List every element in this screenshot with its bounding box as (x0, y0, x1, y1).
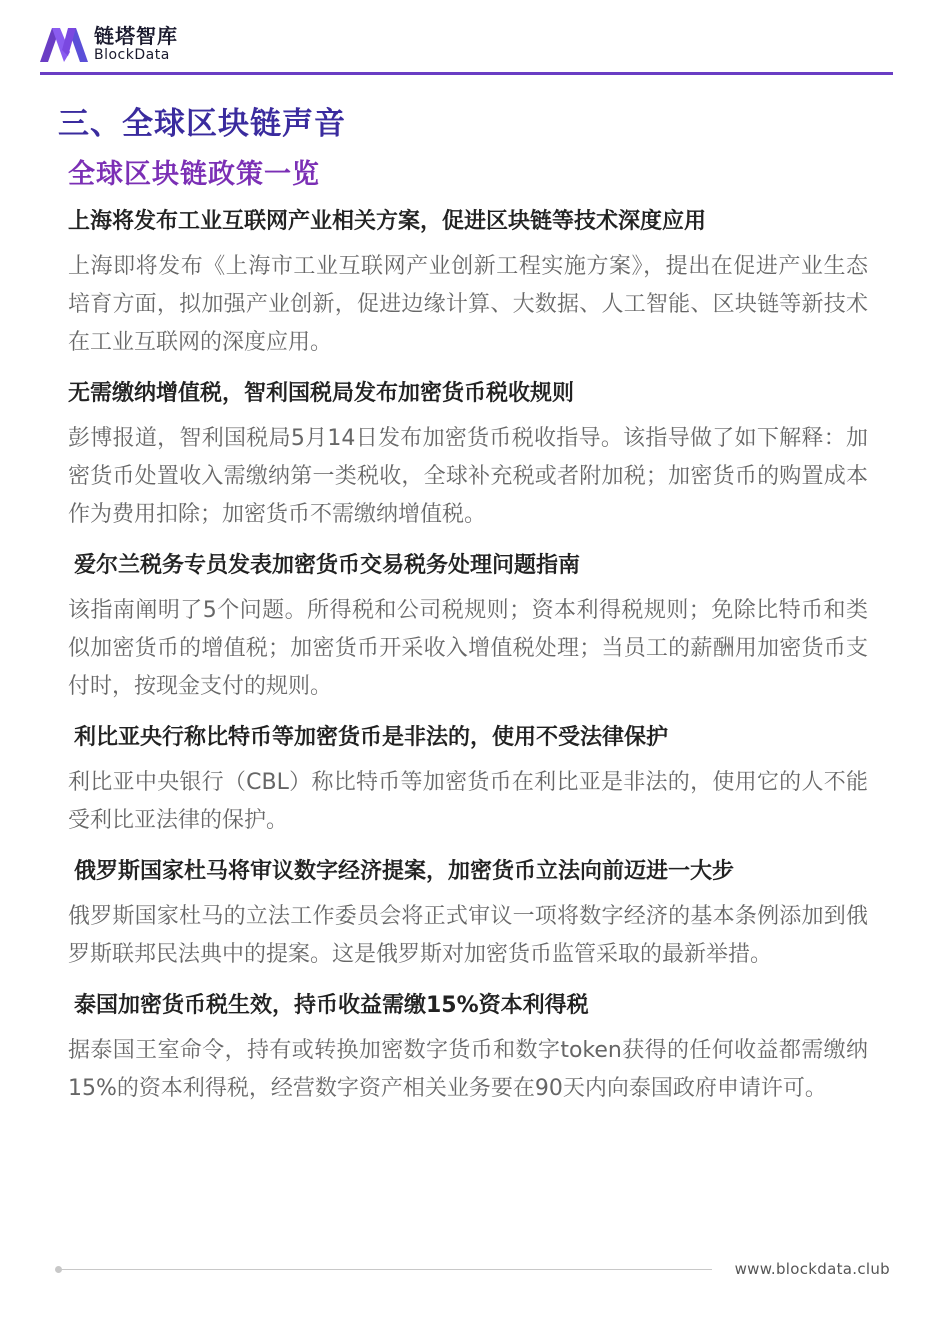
news-list (68, 206, 868, 1124)
news-headline: 爱尔兰税务专员发表加密货币交易税务处理问题指南 (74, 553, 581, 578)
blockdata-logo-icon (38, 22, 90, 66)
header (38, 20, 178, 68)
header-divider (40, 72, 893, 75)
news-item (68, 378, 868, 534)
news-headline: 无需缴纳增值税，智利国税局发布加密货币税收规则 (68, 381, 575, 406)
footer-website-link[interactable]: www.blockdata.club (734, 1260, 890, 1278)
news-headline: 俄罗斯国家杜马将审议数字经济提案，加密货币立法向前迈进一大步 (74, 859, 735, 884)
footer-divider (58, 1269, 712, 1270)
news-body: 上海即将发布《上海市工业互联网产业创新工程实施方案》，提出在促进产业生态培育方面，拟加强产业创新，促进边缘计算、大数据、人工智能、区块链等新技术在工业互联网的深度应用。 (68, 254, 868, 355)
logo-english-name: BlockData (94, 47, 170, 63)
news-body: 俄罗斯国家杜马的立法工作委员会将正式审议一项将数字经济的基本条例添加到俄罗斯联邦民法典中的提案。这是俄罗斯对加密货币监管采取的最新举措。 (68, 904, 868, 967)
news-headline: 上海将发布工业互联网产业相关方案，促进区块链等技术深度应用 (68, 209, 707, 234)
news-body: 彭博报道，智利国税局5月14日发布加密货币税收指导。该指导做了如下解释：加密货币处置收入需缴纳第一类税收，全球补充税或者附加税；加密货币的购置成本作为费用扣除；加密货币不需缴纳增值税。 (68, 426, 868, 527)
news-body: 利比亚中央银行（CBL）称比特币等加密货币在利比亚是非法的，使用它的人不能受利比亚法律的保护。 (68, 770, 868, 833)
news-body: 该指南阐明了5个问题。所得税和公司税规则；资本利得税规则；免除比特币和类似加密货币的增值税；加密货币开采收入增值税处理；当员工的薪酬用加密货币支付时，按现金支付的规则。 (68, 598, 868, 699)
news-headline: 利比亚央行称比特币等加密货币是非法的，使用不受法律保护 (74, 725, 669, 750)
news-item (68, 990, 868, 1108)
logo-wordmark (94, 25, 178, 63)
news-item (68, 550, 868, 706)
news-item (68, 856, 868, 974)
news-item (68, 722, 868, 840)
section-title: 三、全球区块链声音 (58, 106, 346, 142)
logo-chinese-name: 链塔智库 (94, 24, 178, 48)
sub-title: 全球区块链政策一览 (68, 159, 320, 190)
news-body: 据泰国王室命令，持有或转换加密数字货币和数字token获得的任何收益都需缴纳15%的资本利得税，经营数字资产相关业务要在90天内向泰国政府申请许可。 (68, 1038, 868, 1101)
news-item (68, 206, 868, 362)
news-headline: 泰国加密货币税生效，持币收益需缴15%资本利得税 (74, 993, 589, 1018)
